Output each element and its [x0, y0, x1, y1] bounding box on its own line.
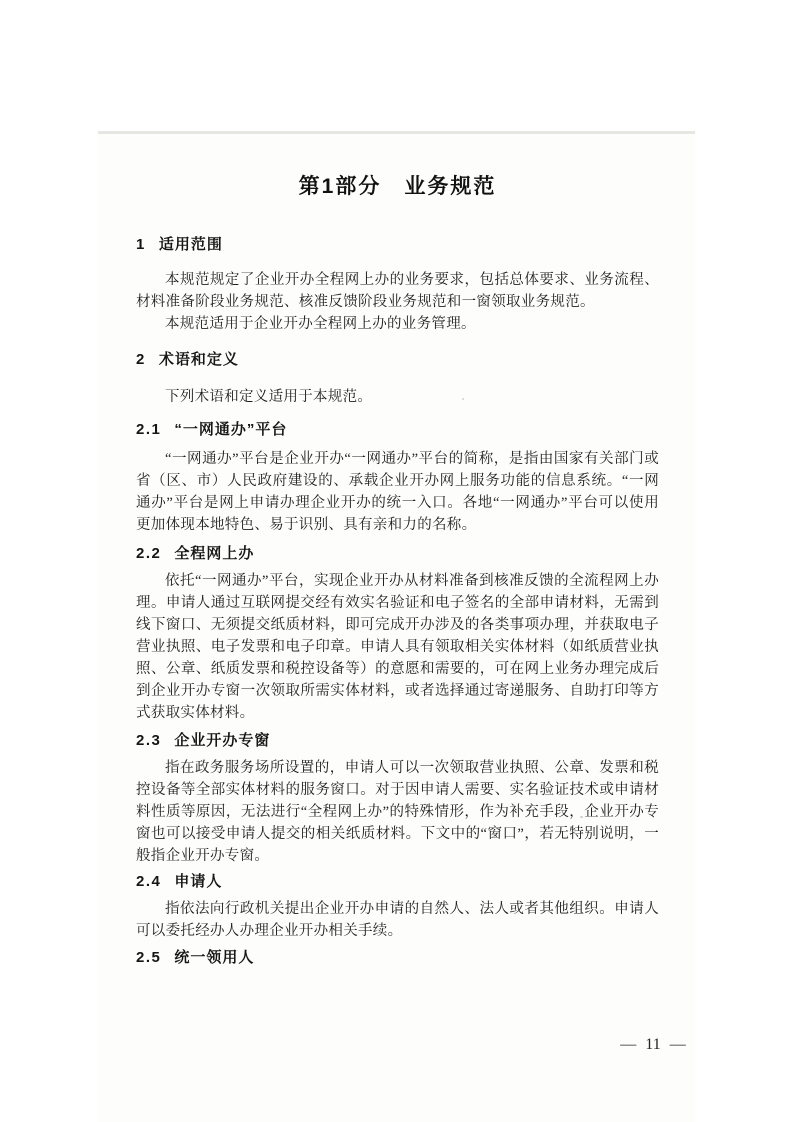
- term-title: 统一领用人: [174, 949, 255, 966]
- section-title: 术语和定义: [158, 351, 239, 368]
- paragraph: 本规范适用于企业开办全程网上办的业务管理。: [165, 316, 476, 332]
- paragraph: 下列术语和定义适用于本规范。: [165, 389, 373, 405]
- term-number: 2.5: [136, 949, 162, 966]
- term-heading-2-4: [136, 871, 659, 893]
- page-number-dash: —: [669, 1036, 686, 1053]
- page-number-dash: —: [620, 1036, 637, 1053]
- term-definition: 指在政务服务场所设置的，申请人可以一次领取营业执照、公章、发票和税控设备等全部实体材料的服务窗口。对于因申请人需要、实名验证技术或申请材料性质等原因，无法进行“全程网上办”的特殊情形，作为补充手段，企业开办专窗也可以接受申请人提交的相关纸质材料。下文中的“窗口”，若无特别说明，一般指企业开办专窗。: [136, 760, 659, 864]
- page-number: [607, 1036, 699, 1054]
- term-number: 2.2: [136, 545, 162, 562]
- paragraph: 本规范规定了企业开办全程网上办的业务要求，包括总体要求、业务流程、材料准备阶段业务规范、核准反馈阶段业务规范和一窗领取业务规范。: [136, 272, 659, 310]
- section-number: 2: [136, 351, 146, 368]
- term-heading-2-1: [136, 419, 659, 441]
- term-number: 2.4: [136, 873, 162, 890]
- document-page: [98, 131, 695, 1122]
- term-heading-2-3: [136, 730, 659, 752]
- term-number: 2.1: [136, 421, 162, 438]
- scan-speck: [580, 816, 583, 818]
- term-title: 全程网上办: [174, 545, 255, 562]
- scan-speck: [462, 398, 464, 400]
- term-number: 2.3: [136, 732, 162, 749]
- term-heading-2-2: [136, 543, 659, 565]
- page-number-value: 11: [645, 1036, 661, 1053]
- term-title: 申请人: [174, 873, 223, 890]
- section-number: 1: [136, 236, 146, 253]
- page-title: 第1部分 业务规范: [298, 175, 497, 198]
- term-definition: “一网通办”平台是企业开办“一网通办”平台的简称，是指由国家有关部门或省（区、市）人民政府建设的、承载企业开办网上服务功能的信息系统。“一网通办”平台是网上申请办理企业开办的统一入口。各地“一网通办”平台可以使用更加体现本地特色、易于识别、具有亲和力的名称。: [136, 451, 659, 533]
- term-title: 企业开办专窗: [174, 732, 271, 749]
- term-definition: 依托“一网通办”平台，实现企业开办从材料准备到核准反馈的全流程网上办理。申请人通过互联网提交经有效实名验证和电子签名的全部申请材料，无需到线下窗口、无须提交纸质材料，即可完成开办涉及的各类事项办理，并获取电子营业执照、电子发票和电子印章。申请人具有领取相关实体材料（如纸质营业执照、公章、纸质发票和税控设备等）的意愿和需要的，可在网上业务办理完成后到企业开办专窗一次领取所需实体材料，或者选择通过寄递服务、自助打印等方式获取实体材料。: [136, 573, 659, 721]
- term-heading-2-5: [136, 947, 659, 969]
- term-title: “一网通办”平台: [174, 421, 288, 438]
- term-definition: 指依法向行政机关提出企业开办申请的自然人、法人或者其他组织。申请人可以委托经办人办理企业开办相关手续。: [136, 901, 659, 939]
- section-heading-2: [136, 349, 659, 371]
- section-title: 适用范围: [158, 236, 223, 253]
- scan-speck: [230, 284, 233, 286]
- section-heading-1: [136, 234, 659, 256]
